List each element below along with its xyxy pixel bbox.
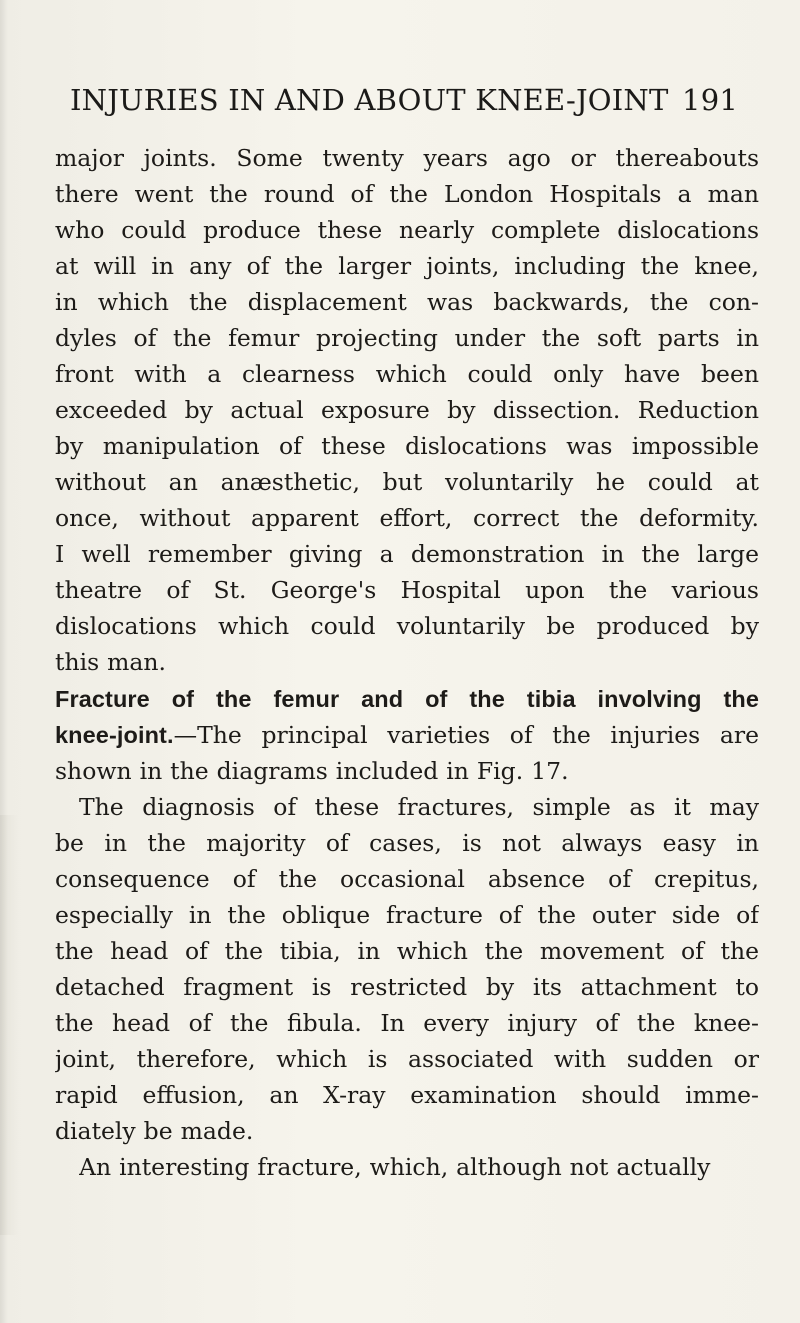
text-line: consequence of the occasional absence of crepitus,	[55, 865, 759, 893]
text-line: An interesting fracture, which, although not actually	[79, 1153, 711, 1181]
text-line: at will in any of the larger joints, including the knee,	[55, 252, 759, 280]
text-line: once, without apparent effort, correct the deformity.	[55, 504, 759, 532]
text-line: dyles of the femur projecting under the soft parts in	[55, 324, 759, 352]
section-heading-continuation: knee-joint.	[55, 722, 174, 748]
text-line: major joints. Some twenty years ago or thereabouts	[55, 144, 759, 172]
text-line: rapid effusion, an X-ray examination should imme-	[55, 1081, 759, 1109]
text-line: front with a clearness which could only have been	[55, 360, 759, 388]
text-line: joint, therefore, which is associated with sudden or	[55, 1045, 759, 1073]
text-line: who could produce these nearly complete dislocations	[55, 216, 759, 244]
section-heading-line	[55, 717, 759, 753]
text-line: there went the round of the London Hospitals a man	[55, 180, 759, 208]
page-edge-stain	[0, 815, 18, 1235]
text-line: shown in the diagrams included in Fig. 17.	[55, 757, 569, 785]
running-head	[70, 83, 760, 117]
text-line: especially in the oblique fracture of the outer side of	[55, 901, 759, 929]
text-line: the head of the tibia, in which the movement of the	[55, 937, 759, 965]
text-line: I well remember giving a demonstration in the large	[55, 540, 759, 568]
text-line: this man.	[55, 648, 167, 676]
text-line: dislocations which could voluntarily be produced by	[55, 612, 759, 640]
text-line: be in the majority of cases, is not always easy in	[55, 829, 759, 857]
page-number: 191	[682, 83, 738, 117]
text-line: in which the displacement was backwards, the con-	[55, 288, 759, 316]
text-line: without an anæsthetic, but voluntarily he could at	[55, 468, 759, 496]
text-line: the head of the fibula. In every injury of the knee-	[55, 1009, 759, 1037]
running-title: INJURIES IN AND ABOUT KNEE-JOINT	[70, 83, 669, 117]
section-heading: Fracture of the femur and of the tibia involving the	[55, 686, 759, 712]
text-line: detached fragment is restricted by its attachment to	[55, 973, 759, 1001]
text-line: diately be made.	[55, 1117, 254, 1145]
text-line: exceeded by actual exposure by dissection. Reduction	[55, 396, 759, 424]
paragraph-text: —The principal varieties of the injuries are	[173, 721, 759, 749]
text-line: The diagnosis of these fractures, simple as it may	[79, 793, 759, 821]
text-line: by manipulation of these dislocations was impossible	[55, 432, 759, 460]
text-line: theatre of St. George's Hospital upon the various	[55, 576, 759, 604]
